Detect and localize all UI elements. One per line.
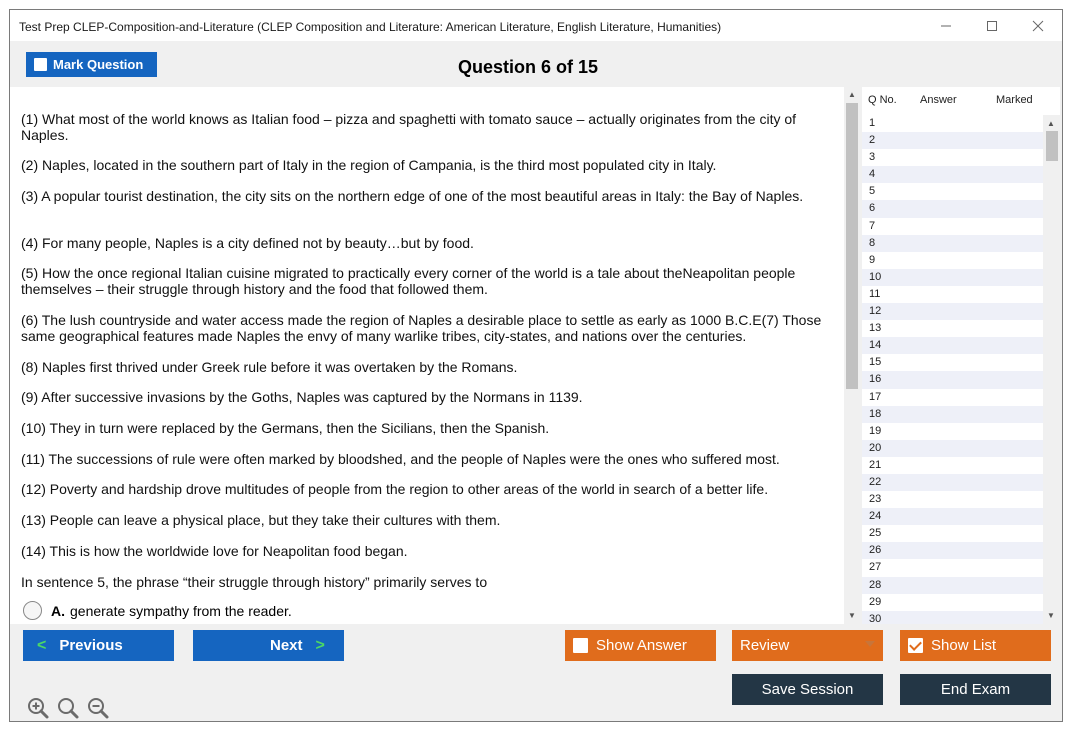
minimize-icon bbox=[940, 20, 952, 32]
question-row[interactable]: 18 bbox=[862, 406, 1043, 423]
question-row[interactable]: 15 bbox=[869, 356, 882, 369]
question-list-scrollbar[interactable] bbox=[1043, 115, 1060, 624]
question-row[interactable]: 16 bbox=[862, 371, 1043, 388]
passage-sentence: (12) Poverty and hardship drove multitudes of people from the region to other areas of the world in search of a better life. bbox=[21, 481, 769, 497]
end-exam-label: End Exam bbox=[940, 681, 1011, 698]
question-list-panel bbox=[862, 87, 1060, 624]
question-row[interactable]: 20 bbox=[862, 440, 1043, 457]
question-stem: In sentence 5, the phrase “their struggle through history” primarily serves to bbox=[21, 574, 488, 590]
answer-option-a[interactable] bbox=[23, 601, 292, 620]
question-row[interactable]: 22 bbox=[862, 474, 1043, 491]
zoom-in-icon[interactable] bbox=[26, 696, 50, 720]
chevron-left-icon: < bbox=[37, 636, 47, 654]
zoom-out-icon[interactable] bbox=[86, 696, 110, 720]
question-counter: Question 6 of 15 bbox=[458, 57, 599, 77]
maximize-icon bbox=[986, 20, 998, 32]
passage-sentence: (9) After successive invasions by the Goths, Naples was captured by the Normans in 1139. bbox=[21, 389, 583, 405]
passage-sentence: (4) For many people, Naples is a city defined not by beauty…but by food. bbox=[21, 235, 474, 251]
passage-sentence: (2) Naples, located in the southern part of Italy in the region of Campania, is the third most populated city in Italy. bbox=[21, 157, 717, 173]
question-row[interactable]: 24 bbox=[862, 508, 1043, 525]
review-label: Review bbox=[740, 637, 790, 654]
mark-question-label: Mark Question bbox=[53, 57, 144, 72]
question-row[interactable]: 19 bbox=[869, 424, 882, 437]
passage-sentence: (5) How the once regional Italian cuisine migrated to practically every corner of the world is a tale about theNeapolitan people themselves – their struggle through history and the food that followed them. bbox=[21, 265, 796, 297]
app-window bbox=[9, 9, 1063, 722]
question-row[interactable]: 17 bbox=[869, 390, 882, 403]
show-answer-checkbox-icon bbox=[573, 638, 588, 653]
question-row[interactable]: 12 bbox=[862, 303, 1043, 320]
question-row[interactable]: 30 bbox=[862, 611, 1043, 624]
question-row[interactable]: 3 bbox=[869, 151, 876, 164]
question-row[interactable]: 2 bbox=[862, 132, 1043, 149]
list-scroll-thumb[interactable] bbox=[1046, 131, 1058, 161]
close-button[interactable] bbox=[1015, 10, 1061, 41]
bottom-bar bbox=[10, 624, 1062, 722]
content-scroll-thumb[interactable] bbox=[846, 103, 858, 389]
scroll-up-icon[interactable]: ▲ bbox=[848, 90, 856, 99]
passage-sentence: (13) People can leave a physical place, but they take their cultures with them. bbox=[21, 512, 501, 528]
previous-button[interactable] bbox=[23, 630, 174, 661]
window-title: Test Prep CLEP-Composition-and-Literature (CLEP Composition and Literature: American Literature, English Literature, Humanities) bbox=[19, 20, 722, 34]
question-row[interactable]: 4 bbox=[862, 166, 1043, 183]
question-row[interactable]: 28 bbox=[862, 577, 1043, 594]
passage-sentence: (14) This is how the worldwide love for Neapolitan food began. bbox=[21, 543, 408, 559]
previous-label: Previous bbox=[59, 637, 123, 654]
list-scroll-down-icon[interactable]: ▼ bbox=[1047, 611, 1055, 620]
show-list-button[interactable] bbox=[900, 630, 1051, 661]
option-a-letter: A. bbox=[51, 602, 65, 619]
question-row[interactable]: 1 bbox=[869, 117, 876, 129]
zoom-reset-icon[interactable] bbox=[56, 696, 80, 720]
col-marked: Marked bbox=[996, 94, 1033, 106]
question-list-rows bbox=[862, 115, 1043, 624]
maximize-button[interactable] bbox=[969, 10, 1015, 41]
question-row[interactable]: 27 bbox=[869, 561, 882, 574]
question-list-header bbox=[862, 87, 1060, 115]
scroll-down-icon[interactable]: ▼ bbox=[848, 611, 856, 620]
close-icon bbox=[1032, 20, 1044, 32]
question-row[interactable]: 29 bbox=[869, 595, 882, 608]
dropdown-arrow-icon bbox=[865, 641, 875, 647]
next-label: Next bbox=[270, 637, 303, 654]
question-row[interactable]: 26 bbox=[862, 542, 1043, 559]
question-row[interactable]: 9 bbox=[869, 253, 876, 266]
end-exam-button[interactable] bbox=[900, 674, 1051, 705]
question-row[interactable]: 11 bbox=[869, 287, 881, 300]
option-a-radio[interactable] bbox=[23, 601, 42, 620]
question-row[interactable]: 6 bbox=[862, 200, 1043, 217]
list-scroll-up-icon[interactable]: ▲ bbox=[1047, 119, 1055, 128]
passage-sentence: (3) A popular tourist destination, the city sits on the northern edge of one of the most beautiful areas in Italy: the Bay of Naples. bbox=[21, 188, 804, 204]
question-row[interactable]: 7 bbox=[869, 219, 876, 232]
question-row[interactable]: 14 bbox=[862, 337, 1043, 354]
show-list-label: Show List bbox=[931, 637, 997, 654]
option-a-text: generate sympathy from the reader. bbox=[70, 602, 292, 619]
show-answer-button[interactable] bbox=[565, 630, 716, 661]
minimize-button[interactable] bbox=[923, 10, 969, 41]
content-scrollbar[interactable] bbox=[844, 87, 861, 624]
question-row[interactable]: 21 bbox=[869, 458, 882, 471]
question-row[interactable]: 10 bbox=[862, 269, 1043, 286]
chevron-right-icon: > bbox=[315, 636, 325, 654]
title-bar bbox=[10, 10, 1062, 41]
show-list-checkbox-icon bbox=[908, 638, 923, 653]
question-content bbox=[10, 87, 844, 624]
col-qno: Q No. bbox=[868, 94, 897, 106]
top-toolbar bbox=[10, 41, 1062, 85]
next-button[interactable] bbox=[193, 630, 344, 661]
passage-sentence: (10) They in turn were replaced by the Germans, then the Sicilians, then the Spanish. bbox=[21, 420, 550, 436]
passage-sentence: (8) Naples first thrived under Greek rule before it was overtaken by the Romans. bbox=[21, 359, 518, 375]
show-answer-label: Show Answer bbox=[596, 637, 687, 654]
col-answer: Answer bbox=[920, 94, 957, 106]
save-session-label: Save Session bbox=[761, 681, 854, 698]
question-row[interactable]: 25 bbox=[869, 527, 882, 540]
passage-sentence: (11) The successions of rule were often marked by bloodshed, and the people of Naples were the ones who suffered most. bbox=[21, 451, 780, 467]
passage-sentence: (1) What most of the world knows as Italian food – pizza and spaghetti with tomato sauce – actually originates from the city of Naples. bbox=[21, 111, 797, 143]
passage-sentence: (6) The lush countryside and water access made the region of Naples a desirable place to settle as early as 1000 B.C.E(7) Those same geographical features made Naples the envy of many warlike tribes, city-states, and nations over the centuries. bbox=[21, 312, 822, 344]
save-session-button[interactable] bbox=[732, 674, 883, 705]
mark-checkbox-icon bbox=[34, 58, 47, 71]
review-dropdown[interactable] bbox=[732, 630, 883, 661]
mark-question-button[interactable] bbox=[26, 52, 157, 77]
question-row[interactable]: 23 bbox=[869, 493, 882, 506]
question-row[interactable]: 5 bbox=[869, 185, 876, 198]
question-row[interactable]: 13 bbox=[869, 322, 882, 335]
question-row[interactable]: 8 bbox=[862, 235, 1043, 252]
